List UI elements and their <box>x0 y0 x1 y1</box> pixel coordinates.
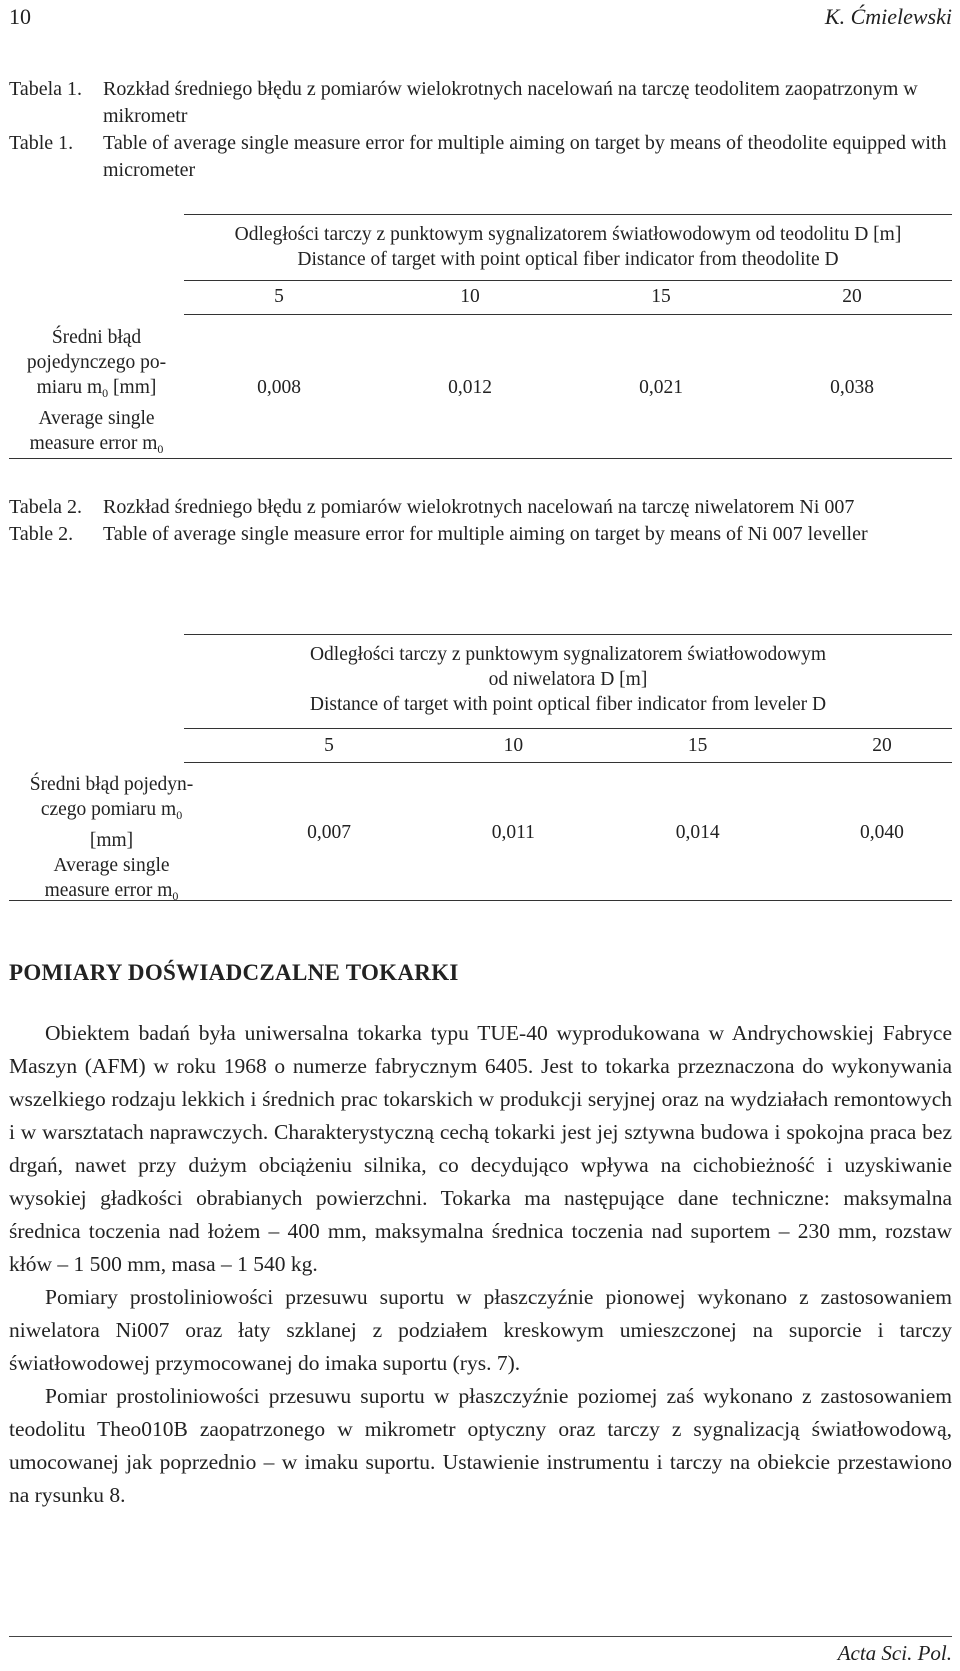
table2-caption <box>9 494 952 548</box>
table2-row-header-line: czego pomiaru $m_0$ <box>40 799 183 822</box>
table1-bottom-rule <box>9 458 952 459</box>
table1-value-cell: 0,038 <box>830 377 874 398</box>
table2 <box>9 620 952 902</box>
table2-value-cell: 0,011 <box>491 822 535 843</box>
table2-row-header-line: Średni błąd pojedyn- <box>29 774 194 795</box>
body-paragraph: Pomiary prostoliniowości przesuwu suportu w płaszczyźnie pionowej wykonano z zastosowaniem niwelatora Ni007 oraz łaty szklanej z podziałem kreskowym umieszczonej na suporcie i tarczy światłowodowej przymocowanej do imaka suportu (rys. 7). <box>9 1285 952 1375</box>
body-text <box>9 1017 952 1512</box>
table1-value-cell: 0,008 <box>257 377 301 398</box>
table2-row-header-line: Average single <box>53 855 170 876</box>
table2-distance-row <box>299 733 912 758</box>
table2-caption-pl: Rozkład średniego błędu z pomiarów wielokrotnych nacelowań na tarczę niwelatorem Ni 007 <box>103 496 855 518</box>
table1-header-rule <box>184 280 952 281</box>
table2-distance-cell: 20 <box>872 735 892 756</box>
table1-row-header <box>9 325 184 462</box>
table2-column-header-en: Distance of target with point optical fiber indicator from leveler D <box>309 694 827 715</box>
table2-distance-cell: 5 <box>324 735 334 756</box>
table2-row-header-line: measure error $m_0$ <box>44 880 179 903</box>
table1-distance-cell: 15 <box>651 286 671 307</box>
table2-header-rule <box>184 728 952 729</box>
table1-row-header-line: measure error $m_0$ <box>29 433 164 456</box>
table1-caption-pl: Rozkład średniego błędu z pomiarów wielokrotnych nacelowań na tarczę teodolitem zaopatrzonym w mikrometr <box>103 78 918 127</box>
table1-value-row <box>239 375 892 400</box>
table1-caption-en-label: Table 1. <box>9 132 74 154</box>
table1-caption <box>9 76 952 184</box>
table1-distance-rule <box>184 314 952 315</box>
page-number: 10 <box>9 4 31 29</box>
table2-caption-pl-label: Tabela 2. <box>9 496 83 518</box>
table2-distance-cell: 10 <box>503 735 524 756</box>
table2-column-header-pl: Odległości tarczy z punktowym sygnalizatorem światłowodowym <box>309 644 827 665</box>
table2-caption-en: Table of average single measure error for multiple aiming on target by means of Ni 007 leveller <box>103 523 868 545</box>
table1-distance-cell: 5 <box>274 286 284 307</box>
table2-row-header <box>9 772 214 909</box>
table1-value-cell: 0,012 <box>448 377 492 398</box>
table1-column-header-pl: Odległości tarczy z punktowym sygnalizatorem światłowodowym od teodolitu D [m] <box>234 224 902 245</box>
table2-value-cell: 0,014 <box>675 822 720 843</box>
table2-bottom-rule <box>9 900 952 901</box>
table1 <box>9 200 952 460</box>
table2-value-row <box>289 820 922 845</box>
footer-journal: Acta Sci. Pol. <box>837 1641 952 1665</box>
table2-value-cell: 0,040 <box>860 822 904 843</box>
footer-rule <box>9 1636 952 1637</box>
table1-distance-row <box>249 284 882 309</box>
table2-top-rule <box>184 634 952 635</box>
table2-column-header-pl: od niwelatora D [m] <box>488 669 648 690</box>
table1-distance-cell: 10 <box>460 286 480 307</box>
table2-caption-en-label: Table 2. <box>9 523 74 545</box>
table2-row-header-line: [mm] <box>89 830 134 851</box>
table1-caption-en: Table of average single measure error for multiple aiming on target by means of theodolite equipped with micrometer <box>103 132 947 181</box>
table1-row-header-line: Average single <box>38 408 155 429</box>
table2-value-cell: 0,007 <box>307 822 351 843</box>
table1-row-header-line: Średni błąd <box>51 327 142 348</box>
table1-caption-pl-label: Tabela 1. <box>9 78 83 100</box>
running-head-author: K. Ćmielewski <box>824 4 952 29</box>
table1-row-header-line: miaru $m_0$ [mm] <box>36 377 157 400</box>
table1-row-header-line: pojedynczego po- <box>26 352 167 373</box>
table2-column-header <box>184 642 952 717</box>
table1-value-cell: 0,021 <box>639 377 683 398</box>
table2-distance-cell: 15 <box>687 735 708 756</box>
table1-top-rule <box>184 214 952 215</box>
body-paragraph: Pomiar prostoliniowości przesuwu suportu w płaszczyźnie poziomej zaś wykonano z zastosowaniem teodolitu Theo010B zaopatrzonego w mikrometr optyczny oraz tarczy z sygnalizacją światłowodową, umocowanej jak poprzednio – w imaku suportu. Ustawienie instrumentu i tarczy na obiekcie przestawiono na rysunku 8. <box>9 1384 952 1507</box>
table1-distance-cell: 20 <box>842 286 862 307</box>
table1-column-header-en: Distance of target with point optical fiber indicator from theodolite D <box>297 249 839 270</box>
table1-column-header <box>184 222 952 272</box>
body-paragraph: Obiektem badań była uniwersalna tokarka typu TUE-40 wyprodukowana w Andrychowskiej Fabryce Maszyn (AFM) w roku 1968 o numerze fabrycznym 6405. Jest to tokarka przeznaczona do wykonywania wszelkiego rodzaju lekkich i średnich prac tokarskich w produkcji seryjnej oraz na wydziałach remontowych i w warsztatach naprawczych. Charakterystyczną cechą tokarki jest jej sztywna budowa i spokojna praca bez drgań, nawet przy dużym obciążeniu silnika, co decydująco wpływa na cichobieżność i uzyskiwanie wysokiej gładkości obrabianych powierzchni. Tokarka ma następujące dane techniczne: maksymalna średnica toczenia nad łożem – 400 mm, maksymalna średnica toczenia nad suportem – 230 mm, rozstaw kłów – 1 500 mm, masa – 1 540 kg. <box>9 1021 952 1276</box>
section-heading: POMIARY DOŚWIADCZALNE TOKARKI <box>9 960 459 985</box>
table2-distance-rule <box>184 762 952 763</box>
